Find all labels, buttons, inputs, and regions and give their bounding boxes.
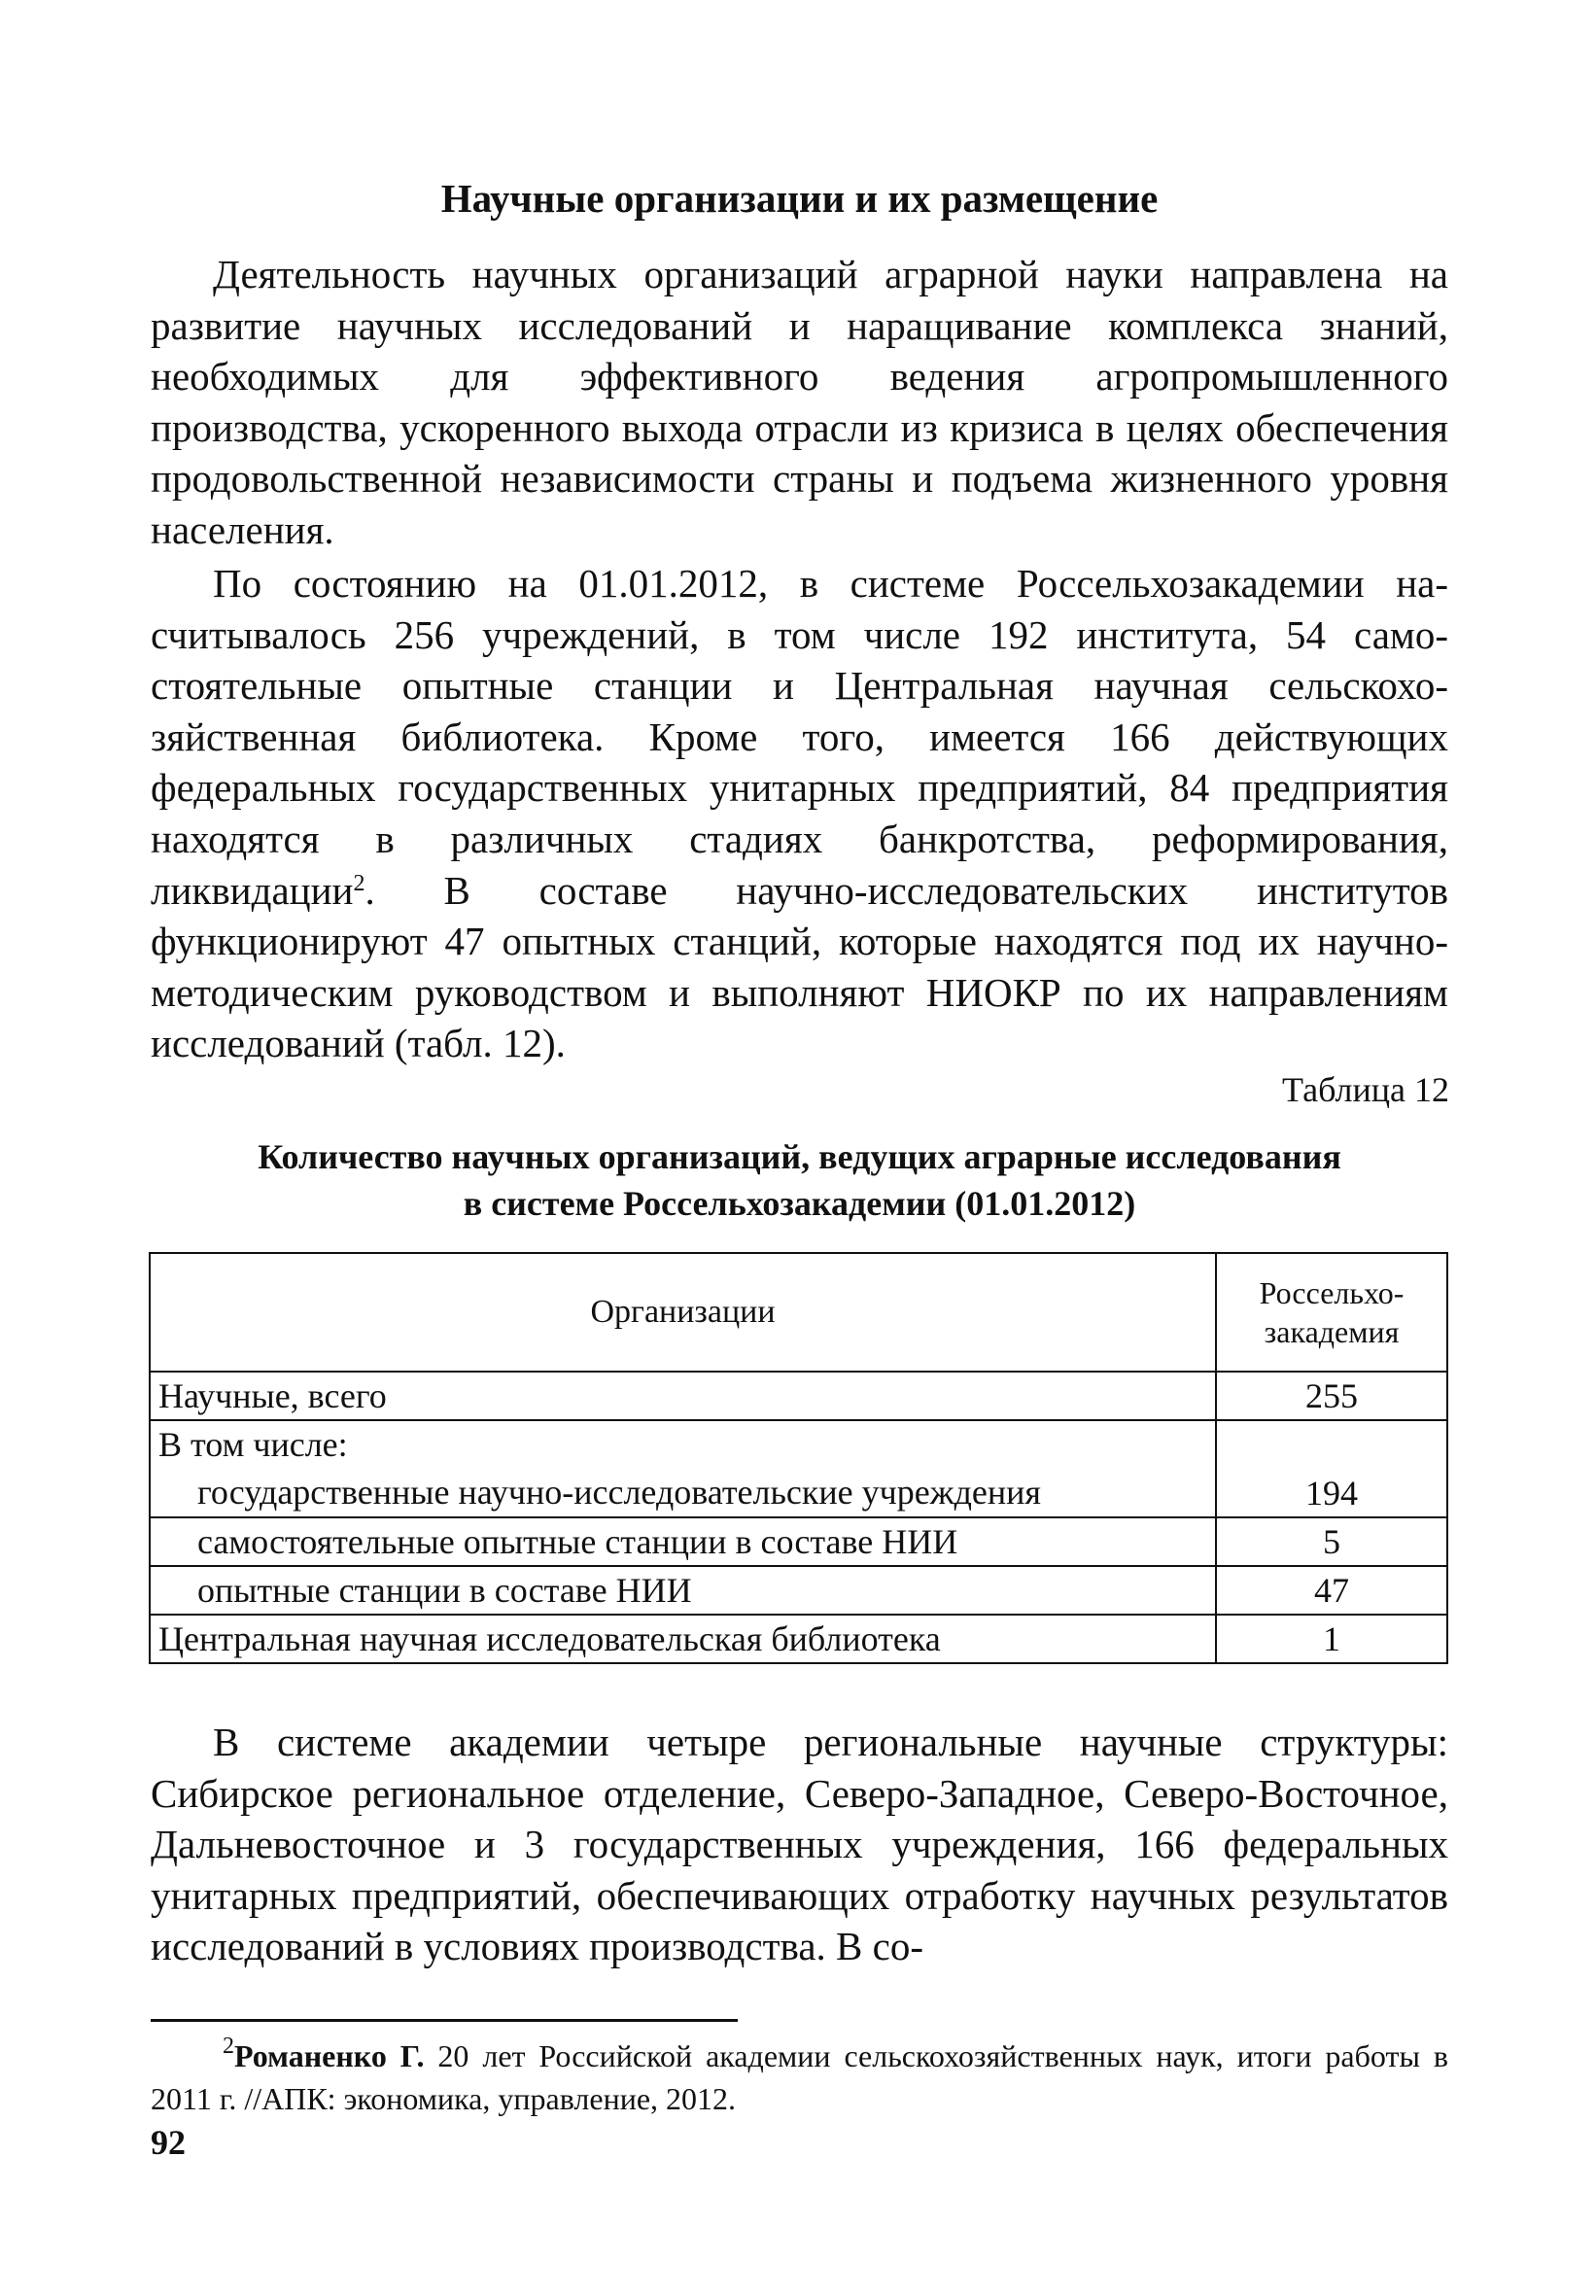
- row-lib-value: 1: [1216, 1615, 1447, 1663]
- row-indep-label: самостоятельные опытные станции в составе НИИ: [150, 1517, 1216, 1566]
- row-state-value: 194: [1216, 1420, 1447, 1517]
- section-heading: Научные организации и их размещение: [440, 176, 1159, 221]
- table-row: [150, 1566, 1447, 1615]
- table-row: [150, 1517, 1447, 1566]
- organizations-table: [149, 1252, 1448, 1664]
- footnote-divider: [151, 2019, 738, 2022]
- row-lib-label: Центральная научная исследовательская библиотека: [150, 1615, 1216, 1663]
- table-title: [151, 1133, 1448, 1227]
- paragraph-2-text-start: По состоянию на 01.01.2012, в системе Россельхозакадемии насчитывалось 256 учреждений, в том числе 192 института, 54 самостоятельные опытные станции и Центральная научная сельскохозяйственная библиотека. Кроме того, имеется 166 действующих федеральных государственных унитарных предприятий, 84 предприятия находятся в различных стадиях банкротства, реформирования, ликвидации: [151, 561, 1448, 913]
- row-including-label: В том числе:: [158, 1425, 348, 1464]
- row-state-label: государственные научно-исследовательские учреждения: [197, 1473, 1041, 1512]
- page-number: 92: [151, 2123, 186, 2162]
- paragraph-2-text-end: . В составе научно-исследовательских институтов функционируют 47 опытных станций, которые находятся под их научно-методическим руководством и выполняют НИОКР по их направлениям исследований (табл. 12).: [151, 867, 1448, 1066]
- footnote-mark: 2: [223, 2034, 234, 2059]
- header-rs-line-2: закадемия: [1264, 1314, 1400, 1349]
- table-row: [150, 1420, 1447, 1517]
- footnote-reference: 2: [353, 870, 365, 896]
- header-rosselkhozakademiya: [1216, 1253, 1447, 1372]
- footnote-author: Романенко Г.: [234, 2038, 425, 2073]
- paragraph-1: Деятельность научных организаций аграрной науки направлена на развитие научных исследований и наращивание комплекса знаний, необходимых для эффективного ведения агропромышленного производства, ускоренного выхода отрасли из кризиса в целях обеспечения продовольственной независимости страны и подъема жизненного уровня населения.: [151, 252, 1448, 552]
- paragraph-3: В системе академии четыре региональные научные структуры: Сибирское региональное отделение, Северо-Западное, Северо-Восточное, Дальневосточное и 3 государственных учреждения, 166 федеральных унитарных предприятий, обеспечивающих отработку научных результатов исследований в условиях производства. В со-: [151, 1720, 1448, 1969]
- row-total-label: Научные, всего: [150, 1372, 1216, 1420]
- table-title-line-2: в системе Россельхозакадемии (01.01.2012): [463, 1184, 1136, 1223]
- row-exp-value: 47: [1216, 1566, 1447, 1615]
- row-exp-label: опытные станции в составе НИИ: [150, 1566, 1216, 1615]
- row-indep-value: 5: [1216, 1517, 1447, 1566]
- row-total-value: 255: [1216, 1372, 1447, 1420]
- table-label: Таблица 12: [1282, 1070, 1449, 1109]
- row-state-cell: [150, 1420, 1216, 1517]
- table-header-row: [150, 1253, 1447, 1372]
- paragraph-2: [151, 558, 1448, 1069]
- header-rs-line-1: Россельхо-: [1259, 1275, 1405, 1310]
- table-row: [150, 1372, 1447, 1420]
- table-row: [150, 1615, 1447, 1663]
- footnote: [151, 2035, 1448, 2120]
- table-title-line-1: Количество научных организаций, ведущих аграрные исследования: [258, 1137, 1341, 1176]
- footnote-text: 20 лет Российской академии сельскохозяйственных наук, итоги работы в 2011 г. //АПК: экономика, управление, 2012.: [151, 2038, 1449, 2116]
- header-organizations: Организации: [150, 1253, 1216, 1372]
